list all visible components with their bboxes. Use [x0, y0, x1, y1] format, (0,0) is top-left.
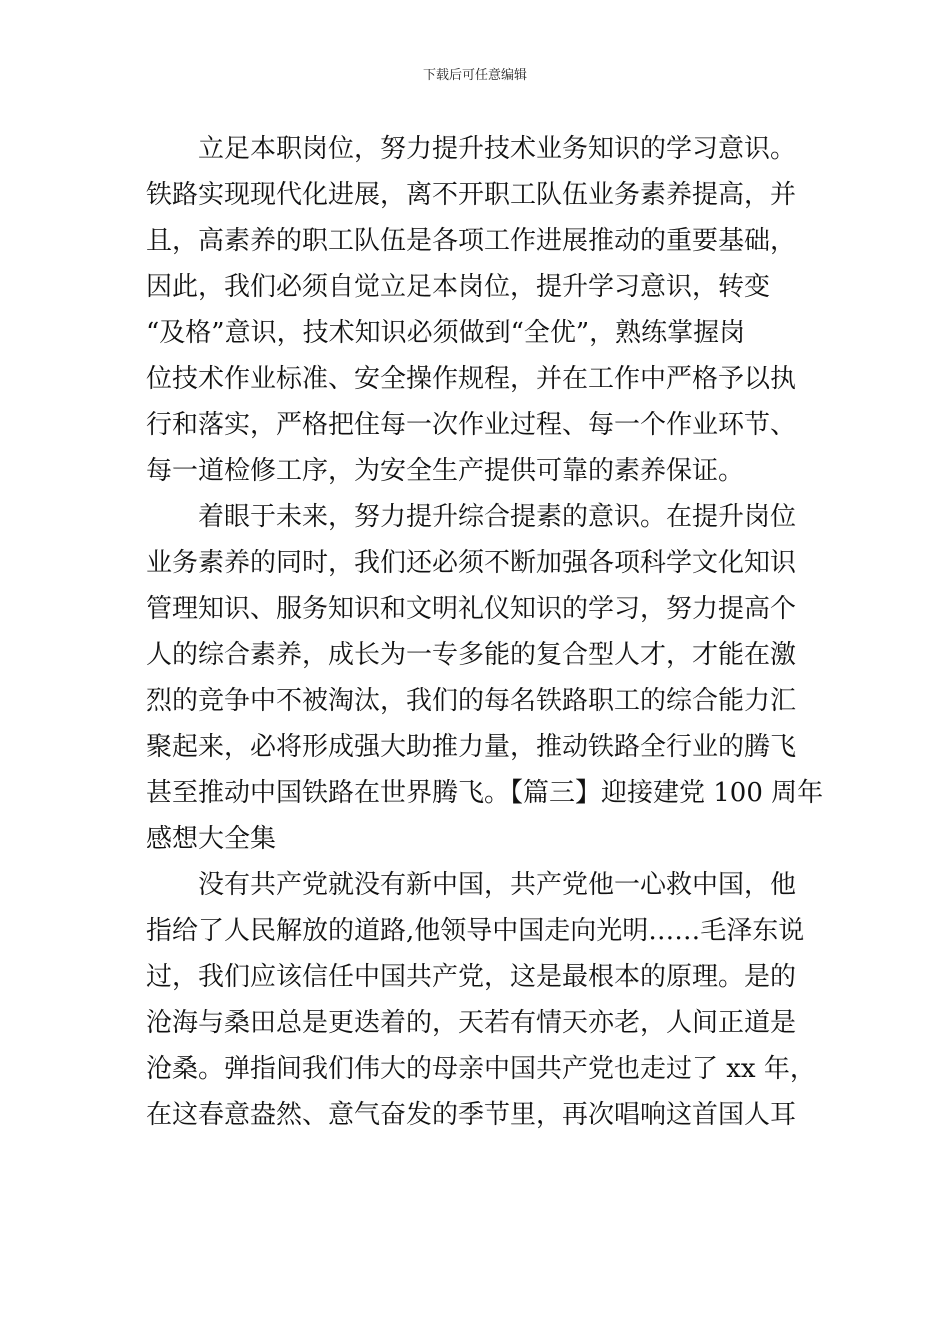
page-header: 下载后可任意编辑	[422, 68, 527, 83]
paragraph-3	[146, 862, 816, 1138]
text-line: 没有共产党就没有新中国，共产党他一心救中国，他	[198, 870, 797, 900]
document-body	[146, 126, 824, 1138]
text-line: 着眼于未来，努力提升综合提素的意识。在提升岗位	[198, 502, 797, 532]
text-line: 聚起来，必将形成强大助推力量，推动铁路全行业的腾飞	[146, 732, 797, 762]
text-line: 烈的竞争中不被淘汰，我们的每名铁路职工的综合能力汇	[146, 686, 797, 716]
text-line: 过，我们应该信任中国共产党，这是最根本的原理。是的	[146, 962, 797, 992]
text-line: 甚至推动中国铁路在世界腾飞。【篇三】迎接建党 100 周年	[146, 778, 824, 808]
text-line: “及格”意识，技术知识必须做到“全优”，熟练掌握岗	[146, 318, 746, 348]
text-line: 每一道检修工序，为安全生产提供可靠的素养保证。	[146, 456, 745, 486]
text-line: 因此，我们必须自觉立足本岗位，提升学习意识，转变	[146, 272, 771, 302]
text-line: 沧桑。弹指间我们伟大的母亲中国共产党也走过了 xx 年，	[146, 1054, 816, 1084]
text-line: 位技术作业标准、安全操作规程，并在工作中严格予以执	[146, 364, 797, 394]
text-line: 业务素养的同时，我们还必须不断加强各项科学文化知识	[146, 548, 797, 578]
text-line: 立足本职岗位，努力提升技术业务知识的学习意识。	[198, 134, 797, 164]
paragraph-2	[146, 494, 824, 862]
text-line: 指给了人民解放的道路,他领导中国走向光明……毛泽东说	[146, 916, 805, 946]
text-line: 沧海与桑田总是更迭着的，天若有情天亦老，人间正道是	[146, 1008, 797, 1038]
paragraph-1	[146, 126, 808, 494]
text-line: 且，高素养的职工队伍是各项工作进展推动的重要基础，	[146, 226, 797, 256]
text-line: 在这春意盎然、意气奋发的季节里，再次唱响这首国人耳	[146, 1100, 797, 1130]
text-line: 行和落实，严格把住每一次作业过程、每一个作业环节、	[146, 410, 797, 440]
text-line: 感想大全集	[146, 824, 277, 854]
text-line: 铁路实现现代化进展，离不开职工队伍业务素养提高，并	[146, 180, 797, 210]
text-line: 管理知识、服务知识和文明礼仪知识的学习，努力提高个	[146, 594, 797, 624]
text-line: 人的综合素养，成长为一专多能的复合型人才，才能在激	[146, 640, 797, 670]
